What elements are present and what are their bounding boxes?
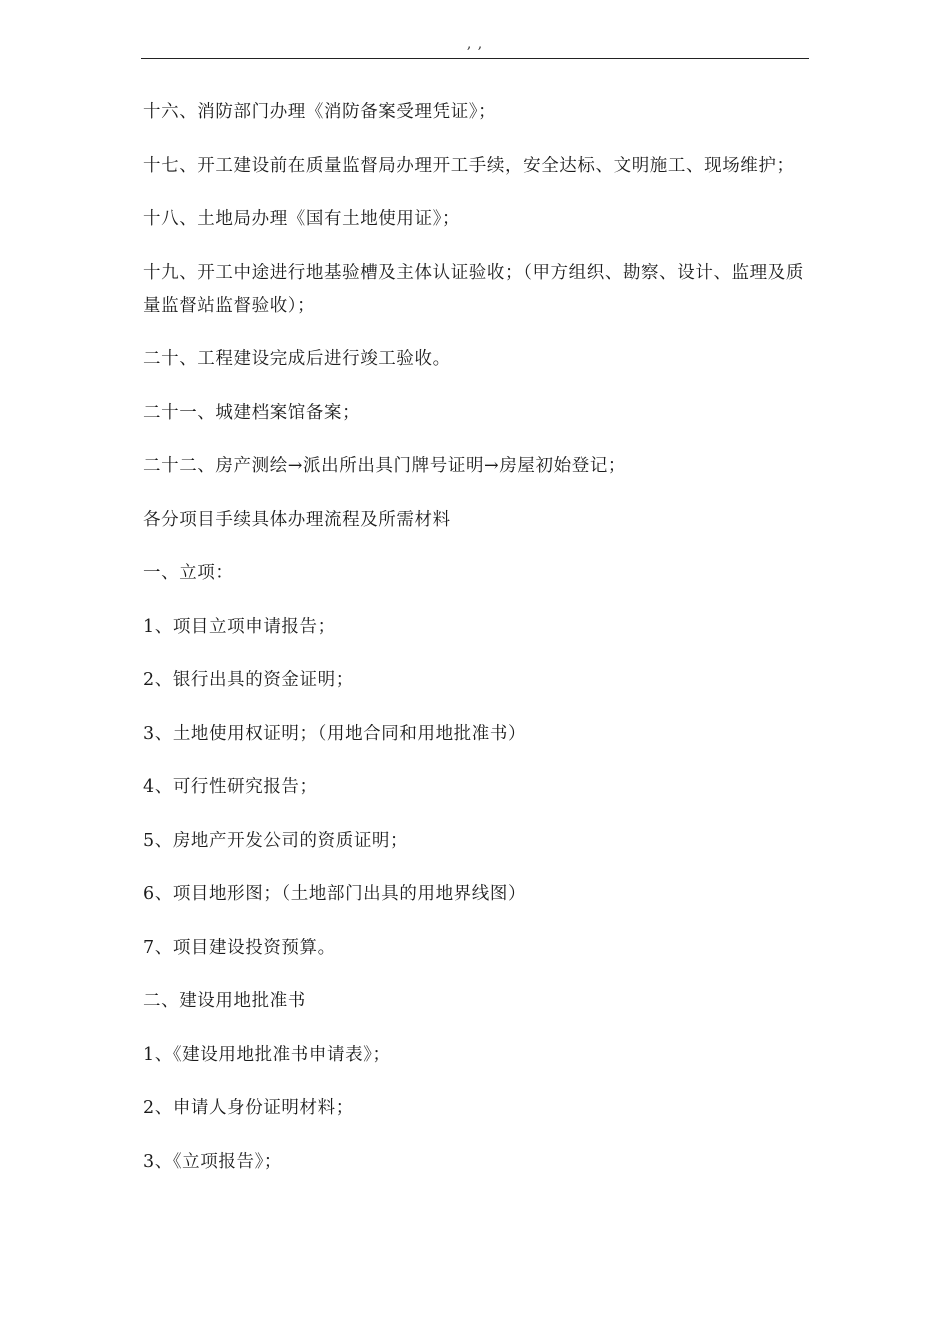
document-body	[143, 96, 807, 1199]
list-item-land-3: 3、《立项报告》；	[143, 1151, 283, 1172]
list-item-approval-5: 5、房地产开发公司的资质证明；	[143, 830, 409, 851]
section-heading-project-approval: 一、立项：	[143, 563, 234, 583]
paragraph-16: 十六、消防部门办理《消防备案受理凭证》；	[143, 102, 497, 122]
list-item-land-1: 1、《建设用地批准书申请表》；	[143, 1044, 391, 1065]
list-item-land-2: 2、申请人身份证明材料；	[143, 1098, 354, 1118]
list-item-approval-6: 6、项目地形图；（土地部门出具的用地界线图）	[143, 884, 527, 904]
paragraph-21: 二十一、城建档案馆备案；	[143, 402, 361, 423]
list-item-approval-7: 7、项目建设投资预算。	[143, 937, 336, 958]
list-item-approval-4: 4、可行性研究报告；	[143, 777, 318, 797]
header-rule	[141, 58, 809, 59]
list-item-approval-2: 2、银行出具的资金证明；	[143, 670, 354, 690]
list-item-approval-3: 3、土地使用权证明；（用地合同和用地批准书）	[143, 723, 527, 744]
paragraph-22: 二十二、房产测绘→派出所出具门牌号证明→房屋初始登记；	[143, 456, 627, 476]
paragraph-18: 十八、土地局办理《国有土地使用证》；	[143, 209, 461, 229]
header-mark: , ,	[466, 36, 484, 52]
paragraph-20: 二十、工程建设完成后进行竣工验收。	[143, 349, 451, 369]
section-heading-land-approval: 二、建设用地批准书	[143, 991, 306, 1011]
section-intro: 各分项目手续具体办理流程及所需材料	[143, 509, 451, 530]
paragraph-17: 十七、开工建设前在质量监督局办理开工手续，安全达标、文明施工、现场维护；	[143, 155, 795, 176]
list-item-approval-1: 1、项目立项申请报告；	[143, 616, 336, 637]
paragraph-19: 十九、开工中途进行地基验槽及主体认证验收；（甲方组织、勘察、设计、监理及质量监督站监督验收）；	[143, 262, 804, 316]
